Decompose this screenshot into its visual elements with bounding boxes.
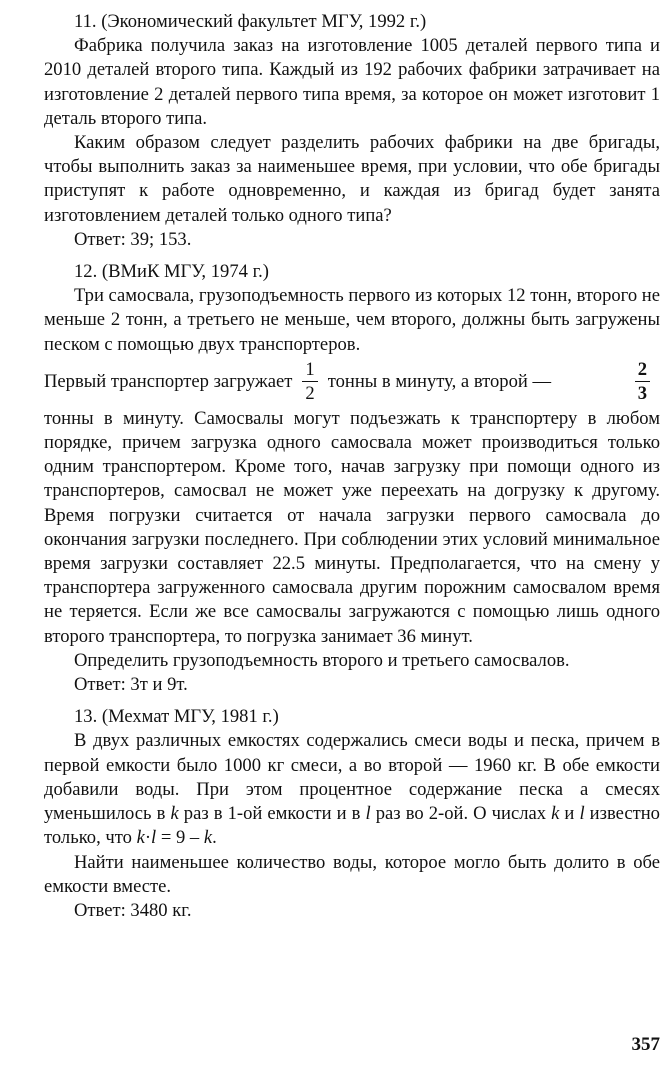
problem-13-text-b: раз в 1-ой емкости и в (178, 803, 366, 825)
problem-12-fraction-line (44, 357, 660, 407)
page (44, 10, 660, 1080)
fraction-one-half-numerator: 1 (302, 360, 317, 382)
problem-11-text: Фабрика получила заказ на изготовление 1005 деталей первого типа и 2010 деталей второго типа. Каждый из 192 рабочих фабрики затрачивает на изготовление 2 деталей первого типа время, за которое он может изготовит 1 деталь второго типа. (44, 35, 660, 129)
problem-13-text-d: и (559, 803, 580, 825)
problem-13-answer: Ответ: 3480 кг. (74, 899, 192, 921)
fraction-two-thirds-denominator: 3 (637, 382, 647, 404)
problem-13-text-a: В двух различных емкостях содержались смеси воды и песка, причем в первой емкости было 1000 кг смеси, а во второй — 1960 кг. В обе емкости добавили воды. При этом процентное содержание песка а смесях уменьшилось в (44, 730, 660, 825)
page-number: 357 (631, 1034, 660, 1055)
equation-k2: k (203, 827, 213, 849)
equation-dot: · (144, 827, 152, 849)
fraction-two-thirds (635, 360, 650, 404)
fraction-one-half-denominator: 2 (305, 382, 315, 404)
problem-12-answer: Ответ: 3т и 9т. (74, 674, 188, 696)
fraction-line-start: Первый транспортер загружает (44, 370, 293, 392)
problem-12-heading: 12. (ВМиК МГУ, 1974 г.) (74, 261, 269, 283)
variable-k-ref: k (551, 803, 560, 825)
fraction-line-mid: тонны в минуту, а второй — (327, 370, 552, 392)
fraction-one-half (302, 360, 317, 404)
variable-k: k (170, 803, 179, 825)
variable-l: l (365, 803, 371, 825)
problem-12-text-cont: тонны в минуту. Самосвалы могут подъезжать к транспортеру в любом порядке, причем загрузка одного самосвала может производиться только одним транспортером. Кроме того, начав загрузку при помощи одного из транспортеров, самосвал не может уже переехать на догрузку к другому. Время погрузки считается от начала загрузки первого самосвала до окончания загрузки последнего. При соблюдении этих условий минимальное время загрузки составляет 22.5 минуты. Предполагается, что на смену у транспортера загруженного самосвала другим порожним самосвалом время не теряется. Если же все самосвалы загружаются с помощью лишь одного второго транспортера, то погрузка занимает 36 минут. (44, 407, 660, 647)
problem-11-answer: Ответ: 39; 153. (74, 228, 192, 250)
equation-rest: = 9 – (156, 827, 204, 849)
problem-13-question: Найти наименьшее количество воды, которое могло быть долито в обе емкости вместе. (44, 851, 660, 897)
problem-11-text-2: Каким образом следует разделить рабочих фабрики на две бригады, чтобы выполнить заказ за наименьшее время, при условии, что обе бригады приступят к работе одновременно, и каждая из бригад будет занята изготовлением деталей только одного типа? (44, 132, 660, 226)
equation-end: . (212, 827, 217, 849)
problem-13-text-e: известно только, что (44, 803, 660, 849)
problem-13-text-c: раз во 2-ой. О числах (370, 803, 552, 825)
equation-l: l (151, 827, 157, 849)
equation-k: k (136, 827, 145, 849)
problem-12-question: Определить грузоподъемность второго и третьего самосвалов. (74, 649, 570, 671)
problem-13-text (44, 729, 660, 850)
problem-11-heading: 11. (Экономический факультет МГУ, 1992 г.) (74, 11, 427, 32)
variable-l-ref: l (579, 803, 585, 825)
problem-13-heading: 13. (Мехмат МГУ, 1981 г.) (74, 706, 279, 728)
fraction-two-thirds-numerator: 2 (635, 360, 650, 382)
problem-12-text: Три самосвала, грузоподъемность первого из которых 12 тонн, второго не меньше 2 тонн, а третьего не меньше, чем второго, должны быть загружены песком с помощью двух транспортеров. (44, 285, 660, 355)
